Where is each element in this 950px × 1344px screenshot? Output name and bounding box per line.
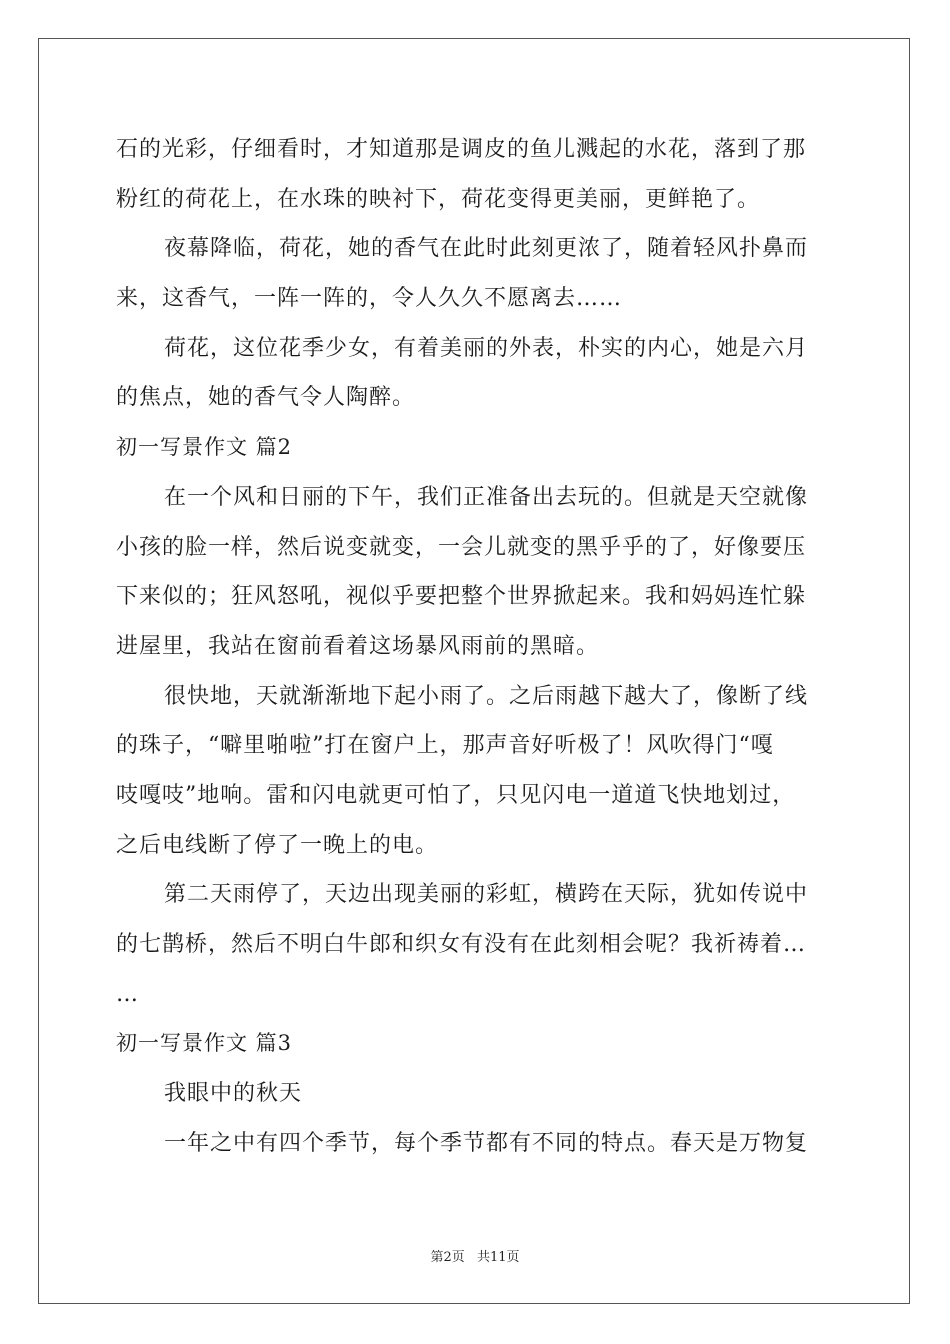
text-line: 在一个风和日丽的下午，我们正准备出去玩的。但就是天空就像 bbox=[164, 484, 809, 510]
text-line: 荷花，这位花季少女，有着美丽的外表，朴实的内心，她是六月 bbox=[164, 335, 809, 361]
text-line: 下来似的；狂风怒吼，视似乎要把整个世界掀起来。我和妈妈连忙躲 bbox=[116, 584, 807, 610]
text-line: … bbox=[116, 981, 139, 1007]
text-line: 之后电线断了停了一晚上的电。 bbox=[116, 832, 439, 858]
total-pages: 共11页 bbox=[476, 1250, 520, 1265]
text-line: 小孩的脸一样，然后说变就变，一会儿就变的黑乎乎的了，好像要压 bbox=[116, 534, 807, 560]
page-footer bbox=[0, 1246, 950, 1265]
text-line: 进屋里，我站在窗前看着这场暴风雨前的黑暗。 bbox=[116, 633, 600, 659]
text-line: 的七鹊桥，然后不明白牛郎和织女有没有在此刻相会呢？我祈祷着… bbox=[116, 932, 807, 957]
section-heading: 初一写景作文 篇3 bbox=[116, 1031, 293, 1056]
page-number: 第2页 bbox=[430, 1250, 465, 1265]
text-line: 的珠子，“噼里啪啦”打在窗户上，那声音好听极了！风吹得门“嘎 bbox=[116, 733, 774, 759]
text-line: 粉红的荷花上，在水珠的映衬下，荷花变得更美丽，更鲜艳了。 bbox=[116, 186, 761, 212]
text-line: 我眼中的秋天 bbox=[164, 1081, 303, 1107]
text-line: 石的光彩，仔细看时，才知道那是调皮的鱼儿溅起的水花，落到了那 bbox=[116, 137, 807, 162]
text-line: 第二天雨停了，天边出现美丽的彩虹，横跨在天际，犹如传说中 bbox=[164, 882, 809, 908]
section-heading: 初一写景作文 篇2 bbox=[116, 435, 293, 460]
text-line: 来，这香气，一阵一阵的，令人久久不愿离去…… bbox=[116, 286, 623, 312]
text-line: 夜幕降临，荷花，她的香气在此时此刻更浓了，随着轻风扑鼻而 bbox=[164, 236, 809, 262]
text-line: 一年之中有四个季节，每个季节都有不同的特点。春天是万物复 bbox=[164, 1130, 809, 1156]
text-line: 吱嘎吱”地响。雷和闪电就更可怕了，只见闪电一道道飞快地划过， bbox=[116, 782, 796, 808]
text-line: 很快地，天就渐渐地下起小雨了。之后雨越下越大了，像断了线 bbox=[164, 683, 809, 709]
text-line: 的焦点，她的香气令人陶醉。 bbox=[116, 385, 416, 411]
document-body bbox=[116, 125, 836, 1168]
